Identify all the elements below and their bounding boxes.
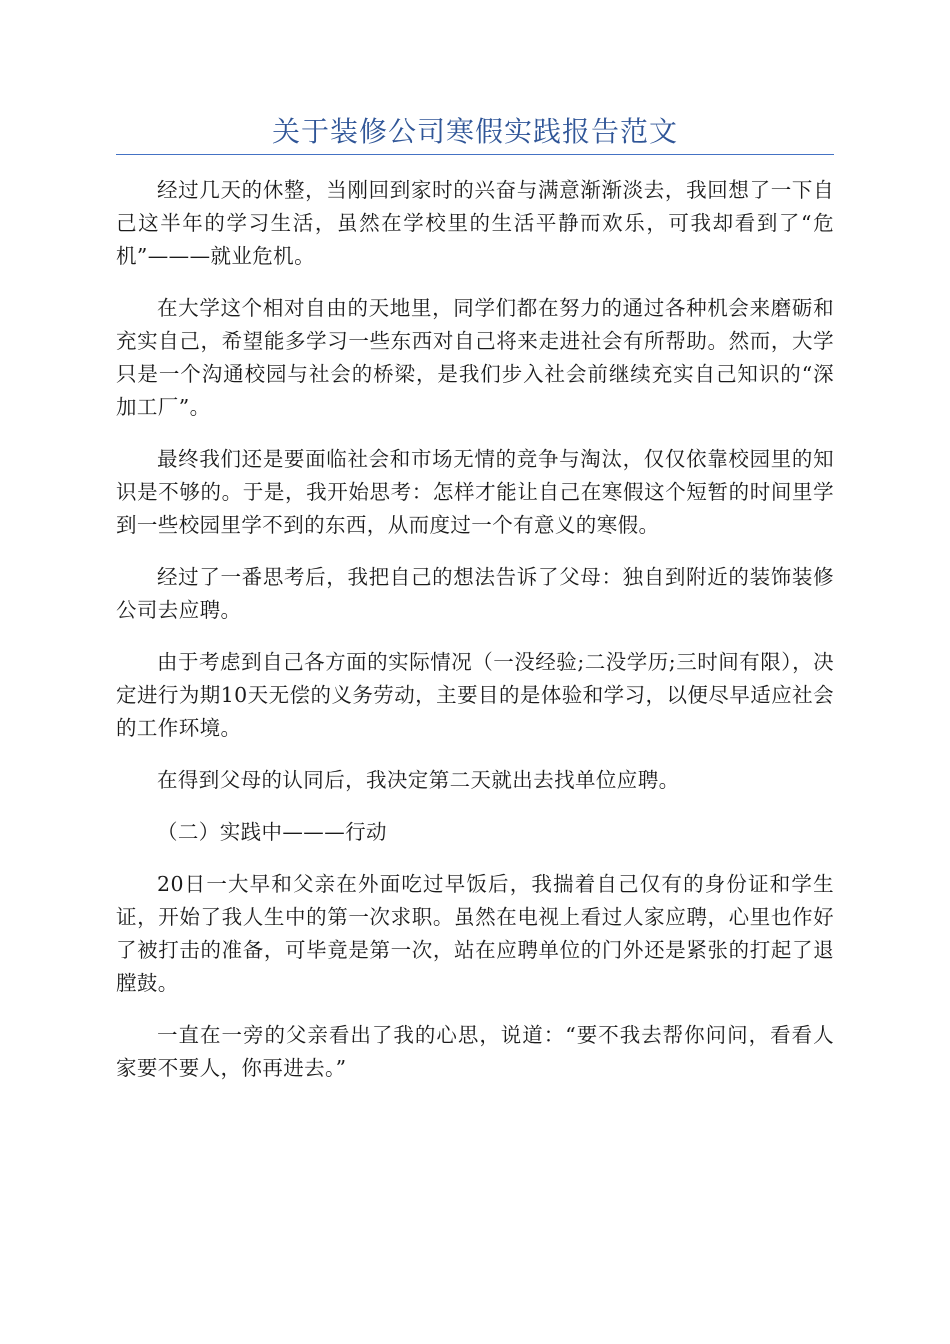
paragraph-5: 由于考虑到自己各方面的实际情况（一没经验;二没学历;三时间有限），决定进行为期10天无偿的义务劳动，主要目的是体验和学习，以便尽早适应社会的工作环境。 (116, 650, 834, 740)
title-underline (116, 154, 834, 155)
paragraph-4: 经过了一番思考后，我把自己的想法告诉了父母：独自到附近的装饰装修公司去应聘。 (116, 565, 834, 622)
paragraph-2: 在大学这个相对自由的天地里，同学们都在努力的通过各种机会来磨砺和充实自己，希望能多学习一些东西对自己将来走进社会有所帮助。然而，大学只是一个沟通校园与社会的桥梁，是我们步入社会前继续充实自己知识的“深加工厂”。 (116, 296, 834, 419)
paragraph-3: 最终我们还是要面临社会和市场无情的竞争与淘汰，仅仅依靠校园里的知识是不够的。于是，我开始思考：怎样才能让自己在寒假这个短暂的时间里学到一些校园里学不到的东西，从而度过一个有意义的寒假。 (116, 447, 834, 537)
document-title: 关于装修公司寒假实践报告范文 (271, 115, 678, 148)
paragraph-1: 经过几天的休整，当刚回到家时的兴奋与满意渐渐淡去，我回想了一下自己这半年的学习生活，虽然在学校里的生活平静而欢乐，可我却看到了“危机”———就业危机。 (116, 178, 834, 268)
paragraph-6: 在得到父母的认同后，我决定第二天就出去找单位应聘。 (157, 768, 680, 792)
section-heading: （二）实践中———行动 (157, 820, 387, 844)
paragraph-7: 20日一大早和父亲在外面吃过早饭后，我揣着自己仅有的身份证和学生证，开始了我人生中的第一次求职。虽然在电视上看过人家应聘，心里也作好了被打击的准备，可毕竟是第一次，站在应聘单位的门外还是紧张的打起了退膛鼓。 (116, 872, 834, 995)
document-body (116, 174, 834, 1104)
paragraph-8: 一直在一旁的父亲看出了我的心思，说道：“要不我去帮你问问，看看人家要不要人，你再进去。” (116, 1023, 834, 1080)
